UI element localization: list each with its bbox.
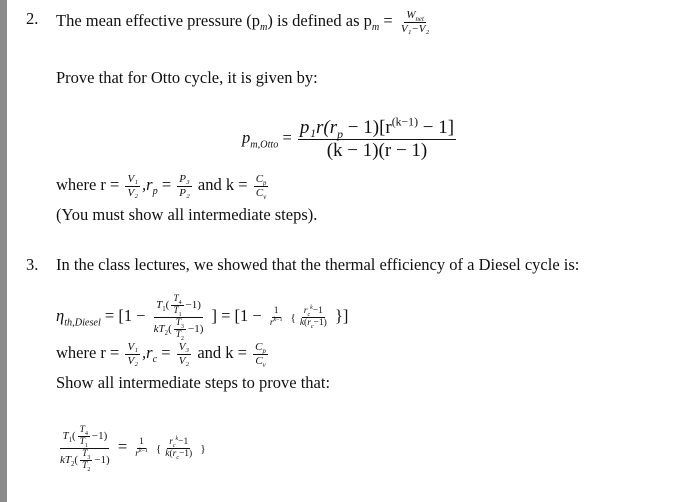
problem-3-definitions: where r = $\frac{\text{V₁}}{\text{V₂}}$ $,r_c$ = $\frac{\text{V₃}}{\text{V₂}}$ and k = $\frac{C_p}{C_v}$	[56, 341, 266, 369]
reciprocal-fraction: $\frac{1}{r^{k-1}}$	[269, 305, 283, 328]
problem-3-show: Show all intermediate steps to prove that:	[56, 373, 331, 392]
problem-2-number: 2.	[26, 9, 39, 28]
problem-2-prove: Prove that for Otto cycle, it is given by:	[56, 68, 318, 87]
r-fraction-3: $\frac{\text{V₁}}{\text{V₂}}$	[127, 341, 139, 367]
problem-2-note: (You must show all intermediate steps).	[56, 205, 318, 224]
diesel-efficiency-formula: $\eta_{th,Diesel} = [1$ − $T_1$( $\frac{T_4}{T_1}$ −1) $kT_2$( $\frac{T_3}{T_2}$ −1) ] = [1 − $\frac{1}{r^{k-1}}$ { $\frac{r_c^k-1}{k(r_c-1)}$ }]	[56, 294, 349, 342]
temperature-ratio-fraction: $T_1$( $\frac{T_4}{T_1}$ −1) $kT_2$( $\frac{T_3}{T_2}$ −1)	[153, 294, 204, 342]
prove-lhs-fraction: $T_1$( $\frac{T_4}{T_1}$ −1) $kT_2$( $\frac{T_3}{T_2}$ −1)	[60, 425, 110, 473]
otto-formula: $p_{m,Otto}$ = $\frac{p_1r(r_p - 1)[r^{(k-1)} - 1]}{(k - 1)(r - 1)}$	[242, 115, 455, 161]
mep-definition-fraction: $\frac{W_{net}}{\text{V₁−V₂}}$	[400, 9, 430, 35]
problem-3-intro: In the class lectures, we showed that the thermal efficiency of a Diesel cycle is:	[56, 255, 580, 274]
problem-2-definitions: where r = $\frac{\text{V₁}}{\text{V₂}}$ $,r_p$ = $\frac{\text{P₃}}{\text{P₂}}$ and k = $\frac{C_p}{C_v}$	[56, 173, 267, 201]
cutoff-ratio-fraction: $\frac{r_c^k-1}{k(r_c-1)}$	[299, 304, 327, 330]
otto-fraction: $\frac{p_1r(r_p - 1)[r^{(k-1)} - 1]}{(k - 1)(r - 1)}$	[299, 115, 455, 161]
rp-fraction: $\frac{\text{P₃}}{\text{P₂}}$	[179, 173, 190, 199]
left-edge-bar	[0, 0, 7, 502]
prove-cutoff-fraction: $\frac{r_c^k-1}{k(r_c-1)}$	[165, 435, 193, 461]
k-fraction-3: $\frac{C_p}{C_v}$	[255, 341, 266, 369]
prove-equation: $T_1$( $\frac{T_4}{T_1}$ −1) $kT_2$( $\frac{T_3}{T_2}$ −1) = $\frac{1}{r^{k-1}}$ { $\frac{r_c^k-1}{k(r_c-1)}$ }	[60, 425, 206, 473]
r-fraction: $\frac{\text{V₁}}{\text{V₂}}$	[127, 173, 139, 199]
k-fraction: $\frac{C_p}{C_v}$	[255, 173, 267, 201]
problem-2-intro: The mean effective pressure $(p_m)$ is defined as $p_m$ = $\frac{W_{net}}{\text{V₁−V₂}}$	[56, 9, 430, 35]
prove-reciprocal-fraction: $\frac{1}{r^{k-1}}$	[135, 436, 148, 459]
problem-3-number: 3.	[26, 255, 39, 274]
rc-fraction: $\frac{\text{V₃}}{\text{V₂}}$	[178, 341, 190, 367]
